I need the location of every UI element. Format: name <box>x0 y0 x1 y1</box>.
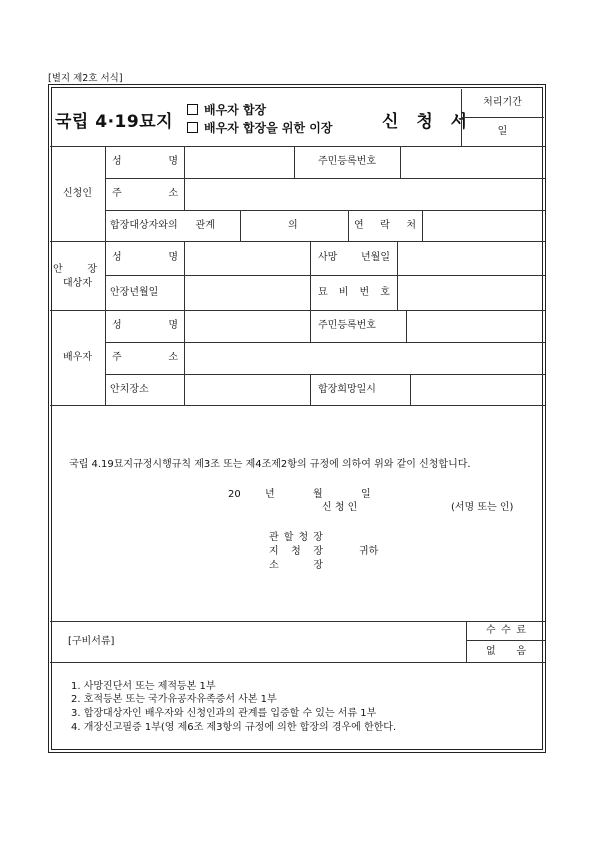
option-label: 배우자 합장 <box>204 103 267 117</box>
spouse-desired-date-field[interactable] <box>412 376 543 403</box>
date-year-prefix: 20 <box>228 489 241 500</box>
buried-section-label-1: 안 장 <box>53 264 97 275</box>
checkbox-icon[interactable] <box>187 104 198 115</box>
option-spouse-relocation[interactable] <box>187 119 332 136</box>
applicant-address-label: 주 소 <box>112 188 178 199</box>
date-year-label: 년 <box>265 489 275 500</box>
buried-grave-no-label: 묘 비 번 호 <box>318 287 390 298</box>
buried-name-field[interactable] <box>186 243 308 273</box>
buried-name-label: 성 명 <box>112 252 178 263</box>
buried-burial-date-label: 안장년월일 <box>110 287 159 298</box>
spouse-name-label: 성 명 <box>112 320 178 331</box>
spouse-resting-place-field[interactable] <box>186 376 308 403</box>
applicant-contact-label: 연 락 처 <box>354 220 416 231</box>
applicant-relation-label: 합장대상자와의 관계 <box>110 220 215 231</box>
applicant-relation-suffix: 의 <box>288 220 298 231</box>
recipient-honorific: 귀하 <box>359 546 379 557</box>
document-item: 3. 합장대상자인 배우자와 신청인과의 관계를 입증할 수 있는 서류 1부 <box>71 708 377 719</box>
applicant-relation-field[interactable] <box>242 212 346 239</box>
applicant-rrn-label: 주민등록번호 <box>318 156 376 167</box>
spouse-rrn-label: 주민등록번호 <box>318 320 376 331</box>
applicant-rrn-field[interactable] <box>402 148 543 176</box>
spouse-name-field[interactable] <box>186 312 308 340</box>
spouse-desired-date-label: 합장희망일시 <box>318 384 376 395</box>
documents-header: [구비서류] <box>68 636 115 647</box>
buried-burial-date-field[interactable] <box>186 277 308 308</box>
spouse-rrn-field[interactable] <box>408 312 543 340</box>
processing-period-label: 처리기간 <box>483 97 522 108</box>
recipient-line-2: 지 청 장 <box>269 546 323 557</box>
checkbox-icon[interactable] <box>187 122 198 133</box>
applicant-section-label: 신청인 <box>63 188 92 199</box>
applicant-name-label: 성 명 <box>112 156 178 167</box>
applicant-name-field[interactable] <box>186 148 292 176</box>
signature-note[interactable]: (서명 또는 인) <box>451 502 514 513</box>
document-item: 2. 호적등본 또는 국가유공자유족증서 사본 1부 <box>71 694 277 705</box>
applicant-contact-field[interactable] <box>424 212 543 239</box>
recipient-line-1: 관 할 청 장 <box>269 532 323 543</box>
spouse-resting-place-label: 안치장소 <box>110 384 149 395</box>
date-day-label: 일 <box>361 489 371 500</box>
spouse-address-label: 주 소 <box>112 352 178 363</box>
buried-section-label-2: 대상자 <box>63 278 92 289</box>
recipient-line-3: 소 장 <box>269 560 323 571</box>
option-label: 배우자 합장을 위한 이장 <box>204 121 333 135</box>
date-month-label: 월 <box>313 489 323 500</box>
signature-label: 신 청 인 <box>322 502 358 513</box>
document-item: 1. 사망진단서 또는 제적등본 1부 <box>71 681 216 692</box>
fee-label: 수 수 료 <box>486 625 526 636</box>
buried-death-date-label: 사망 년월일 <box>318 252 390 263</box>
form-number: [별지 제2호 서식] <box>48 73 123 84</box>
form-title-suffix: 신 청 서 <box>382 112 474 132</box>
processing-period-value: 일 <box>497 126 508 137</box>
buried-death-date-field[interactable] <box>399 243 543 273</box>
applicant-address-field[interactable] <box>186 180 543 208</box>
fee-value: 없 음 <box>486 646 526 657</box>
spouse-section-label: 배우자 <box>63 352 92 363</box>
option-spouse-joint-burial[interactable] <box>187 101 266 118</box>
buried-grave-no-field[interactable] <box>399 277 543 308</box>
form-title-main: 국립 4·19묘지 <box>55 112 174 132</box>
document-item: 4. 개장신고필증 1부(영 제6조 제3항의 규정에 의한 합장의 경우에 한한다. <box>71 722 397 733</box>
application-statement: 국립 4.19묘지규정시행규칙 제3조 또는 제4조제2항의 규정에 의하여 위와 같이 신청합니다. <box>69 459 471 470</box>
spouse-address-field[interactable] <box>186 344 543 372</box>
